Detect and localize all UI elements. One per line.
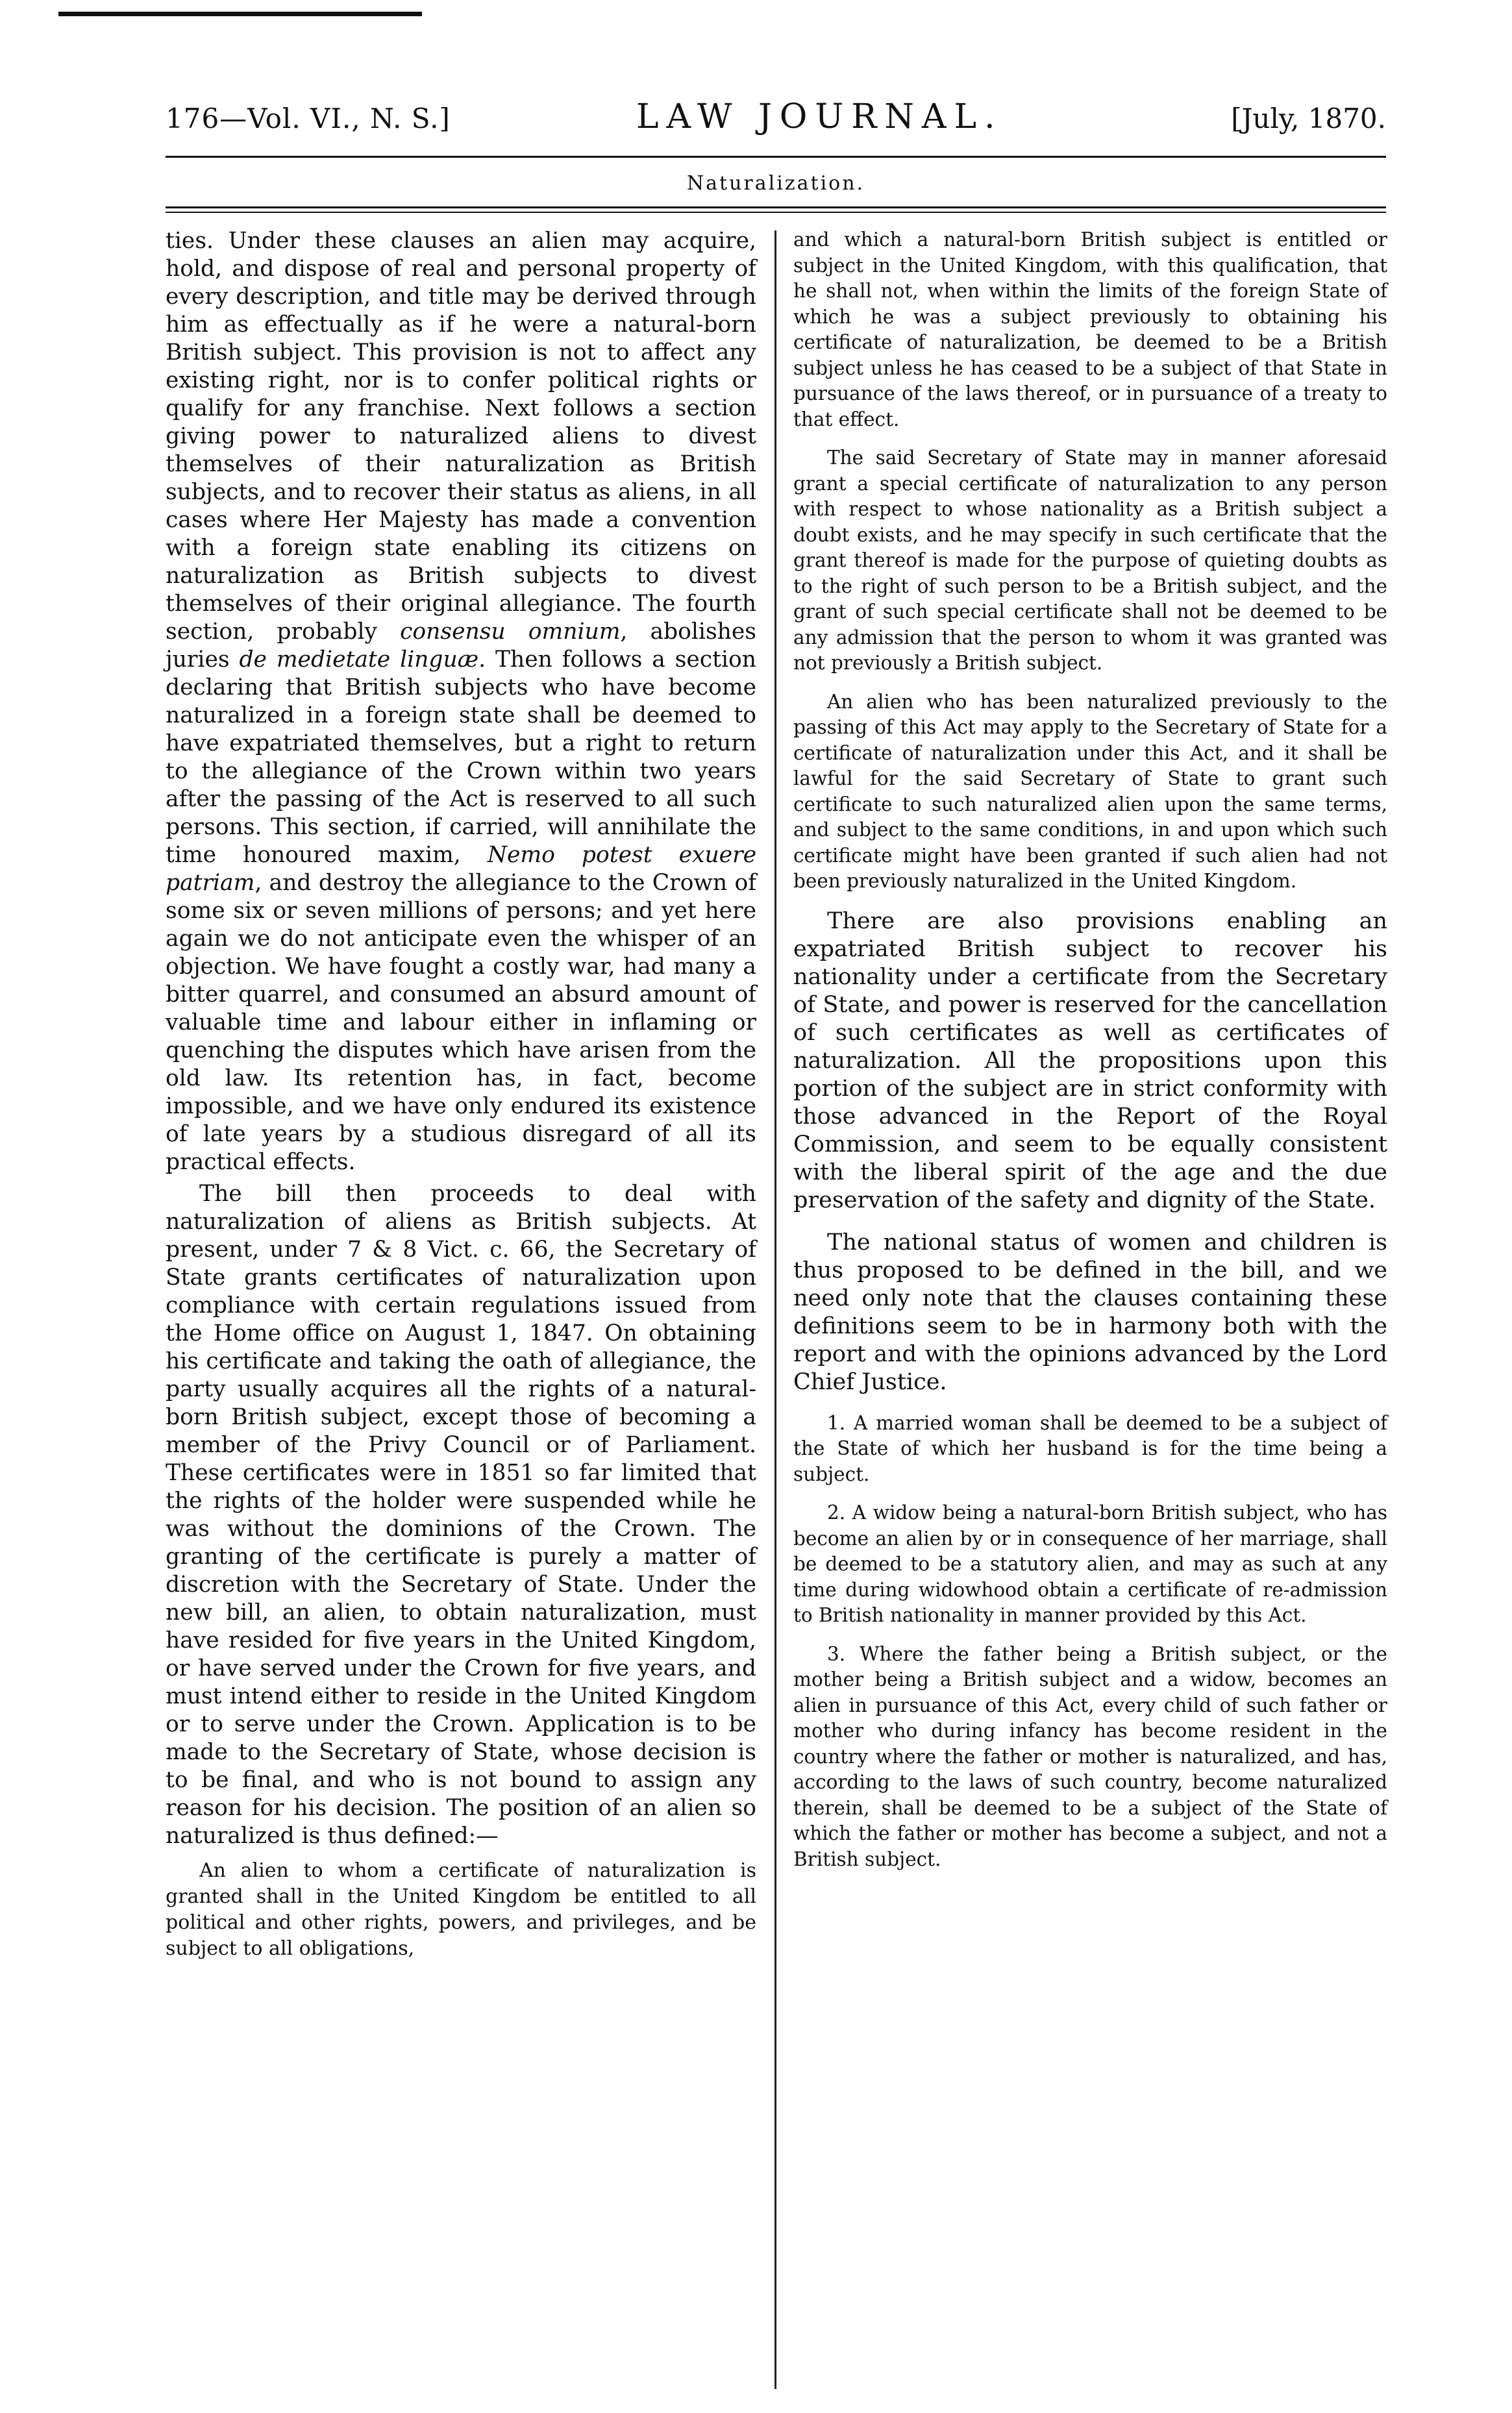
journal-title: LAW JOURNAL. [636,97,1003,136]
page-volume-label: 176—Vol. VI., N. S.] [166,103,451,134]
quoted-previously-naturalized: An alien who has been naturalized previously to the passing of this Act may apply to the Secretary of State for a certificate of naturalization under this Act, and it shall be lawful for the said Secretary of State to grant such certificate to such naturalized alien upon the same terms, and subject to the same conditions, in and upon which such certificate might have been granted if such alien had not been previously naturalized in the United Kingdom. [793,690,1387,892]
section-rule-bottom [166,212,1386,213]
issue-date: [July, 1870. [1231,103,1386,134]
right-column [793,227,1387,1885]
quoted-special-certificate: The said Secretary of State may in manner aforesaid grant a special certificate of naturalization to any person with respect to whose nationality as a British subject a doubt exists, and he may specify in such certificate that the grant thereof is made for the purpose of quieting doubts as to the right of such person to be a British subject, and the grant of such special certificate shall not be deemed to be any admission that the person to whom it was granted was not previously a British subject. [793,447,1387,674]
paragraph-expatriated-provisions: There are also provisions enabling an expatriated British subject to recover his nationality under a certificate from the Secretary of State, and power is reserved for the cancellation of such certificates as well as certificates of naturalization. All the propositions upon this portion of the subject are in strict conformity with those advanced in the Report of the Royal Commission, and seem to be equally consistent with the liberal spirit of the age and the due preservation of the safety and dignity of the State. [793,908,1387,1213]
clause-widow: 2. A widow being a natural-born British subject, who has become an alien by or in consequence of her marriage, shall be deemed to be a statutory alien, and may as such at any time during widowhood obtain a certificate of re-admission to British nationality in manner provided by this Act. [793,1502,1387,1626]
quoted-clause-continued: and which a natural-born British subject is entitled or subject in the United Kingdom, with this qualification, that he shall not, when within the limits of the foreign State of which he was a subject previously to obtaining his certificate of naturalization, be deemed to be a British subject unless he has ceased to be a subject of that State in pursuance of the laws thereof, or in pursuance of a treaty to that effect. [793,229,1387,430]
clause-married-woman: 1. A married woman shall be deemed to be a subject of the State of which her husband is for the time being a subject. [793,1411,1387,1485]
running-header [166,97,1386,143]
top-rule [58,12,422,16]
left-column [166,227,756,1962]
column-divider [775,230,776,2389]
paragraph-naturalization-process: The bill then proceeds to deal with naturalization of aliens as British subjects. At present, under 7 & 8 Vict. c. 66, the Secretary of State grants certificates of naturalization upon compliance with certain regulations issued from the Home office on August 1, 1847. On obtaining his certificate and taking the oath of allegiance, the party usually acquires all the rights of a natural-born British subject, except those of becoming a member of the Privy Council or of Parliament. These certificates were in 1851 so far limited that the rights of the holder were suspended while he was without the dominions of the Crown. The granting of the certificate is purely a matter of discretion with the Secretary of State. Under the new bill, an alien, to obtain naturalization, must have resided for five years in the United Kingdom, or have served under the Crown for five years, and must intend either to reside in the United Kingdom or to serve under the Crown. Application is to be made to the Secretary of State, whose decision is to be final, and who is not bound to assign any reason for his decision. The position of an alien so naturalized is thus defined:— [166,1181,756,1849]
header-rule [166,156,1386,158]
section-title: Naturalization. [686,172,865,195]
quoted-clause: An alien to whom a certificate of naturalization is granted shall in the United Kingdom be entitled to all political and other rights, powers, and privileges, and be subject to all obligations, [166,1859,756,1960]
section-rule-top [166,206,1386,208]
clause-children: 3. Where the father being a British subject, or the mother being a British subject and a widow, becomes an alien in pursuance of this Act, every child of such father or mother who during infancy has become resident in the country where the father or mother is naturalized, and has, according to the laws of such country, become naturalized therein, shall be deemed to be a subject of the State of which the father or mother has become a subject, and not a British subject. [793,1642,1387,1870]
paragraph-women-children: The national status of women and children is thus proposed to be defined in the bill, and we need only note that the clauses containing these definitions seem to be in harmony both with the report and with the opinions advanced by the Lord Chief Justice. [793,1229,1387,1395]
paragraph-alien-rights: ties. Under these clauses an alien may acquire, hold, and dispose of real and personal property of every description, and title may be derived through him as effectually as if he were a natural-born British subject. This provision is not to affect any existing right, nor is to confer political rights or qualify for any franchise. Next follows a section giving power to naturalized aliens to divest themselves of their naturalization as British subjects, and to recover their status as aliens, in all cases where Her Majesty has made a convention with a foreign state enabling its citizens on naturalization as British subjects to divest themselves of their original allegiance. The fourth section, probably consensu omnium, abolishes juries de medietate linguæ. Then follows a section declaring that British subjects who have become naturalized in a foreign state shall be deemed to have expatriated themselves, but a right to return to the allegiance of the Crown within two years after the passing of the Act is reserved to all such persons. This section, if carried, will annihilate the time honoured maxim, Nemo potest exuere patriam, and destroy the allegiance to the Crown of some six or seven millions of persons; and yet here again we do not anticipate even the whisper of an objection. We have fought a costly war, had many a bitter quarrel, and consumed an absurd amount of valuable time and labour either in inflaming or quenching the disputes which have arisen from the old law. Its retention has, in fact, become impossible, and we have only endured its existence of late years by a studious disregard of all its practical effects. [166,228,757,1175]
